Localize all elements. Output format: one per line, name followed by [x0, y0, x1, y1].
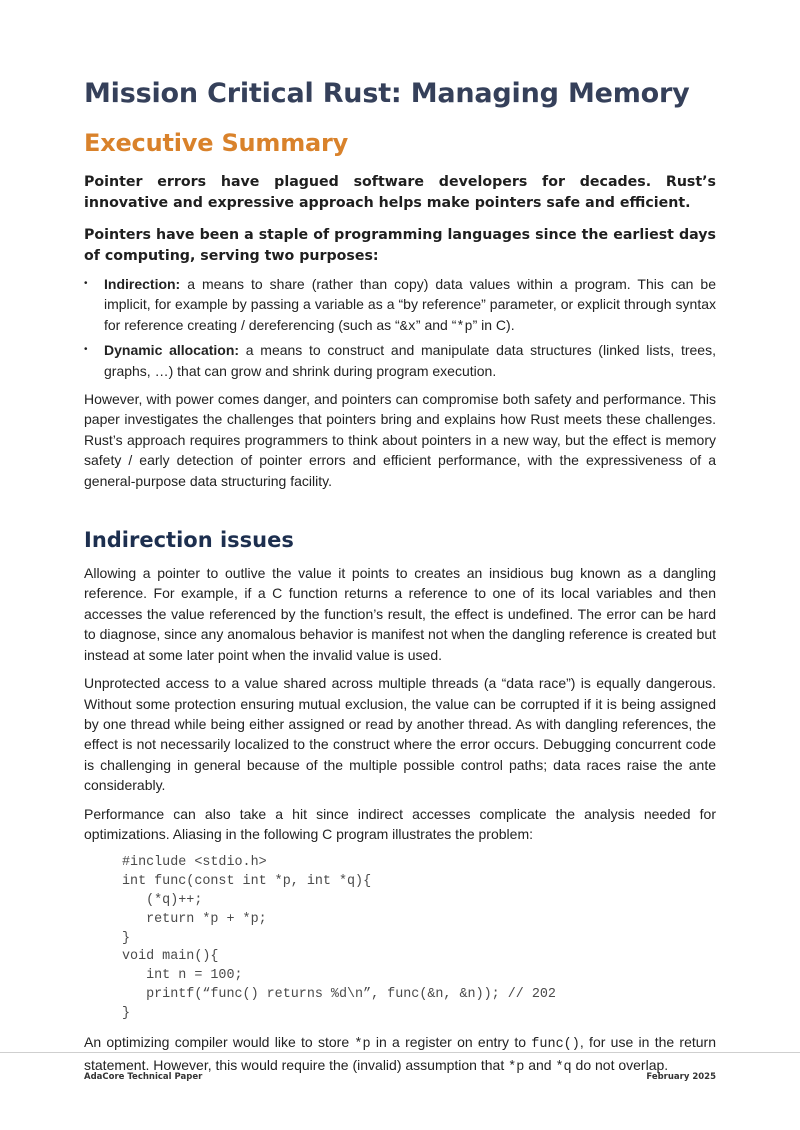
inline-code: &x — [399, 319, 416, 335]
lead-paragraph-2: Pointers have been a staple of programming languages since the earliest days of computing, serving two purposes: — [84, 227, 716, 264]
footer-publisher: AdaCore Technical Paper — [84, 1072, 203, 1082]
summary-paragraph: However, with power comes danger, and pointers can compromise both safety and performance. This paper investigates the challenges that pointers bring and explains how Rust meets these challenges. Rust’s approach requires programmers to think about pointers in a new way, but the effect is memory safety / early detection of pointer errors and efficient performance, with the expressiveness of a general-purpose data structuring facility. — [84, 391, 716, 489]
para-text: and — [524, 1056, 556, 1073]
indirection-paragraph-2: Unprotected access to a value shared across multiple threads (a “data race”) is equally dangerous. Without some protection ensuring mutual exclusion, the value can be corrupted if it is being assigned by one thread while being either assigned or read by another thread. As with dangling references, the effect is not necessarily localized to the construct where the error occurs. Debugging concurrent code is challenging in general because of the multiple possible control paths; data races raise the ante considerably. — [84, 675, 716, 794]
bullet-text: a means to construct and manipulate data structures (linked lists, trees, graphs, …) that can grow and shrink during program execution. — [104, 342, 716, 379]
inline-code: *p — [354, 1036, 371, 1052]
indirection-issues-heading: Indirection issues — [84, 528, 294, 553]
purpose-list — [84, 274, 716, 381]
c-code-sample: #include <stdio.h> int func(const int *p, int *q){ (*q)++; return *p + *p; } void main(){ int n = 100; printf(“func() returns %d\n”, func(&n, &n)); // 202 } — [122, 855, 556, 1021]
para-text: , for use in the return statement. However, this would require the (invalid) assumption that — [84, 1033, 717, 1073]
inline-code: *p — [456, 319, 473, 335]
lead-paragraph-1: Pointer errors have plagued software developers for decades. Rust’s innovative and expressive approach helps make pointers safe and efficient. — [84, 174, 716, 211]
list-item-dynamic-allocation — [84, 340, 716, 381]
footer-date: February 2025 — [646, 1072, 716, 1082]
page-content — [84, 74, 716, 1078]
para-text: in a register on entry to — [370, 1033, 532, 1050]
bullet-text: ” and “ — [415, 316, 457, 333]
bullet-text: a means to share (rather than copy) data values within a program. This can be implicit, for example by passing a variable as a “by reference” parameter, or explicit through syntax for reference creating / dereferencing (such as “ — [104, 276, 716, 333]
term-dynamic-allocation: Dynamic allocation: — [104, 342, 240, 359]
footer-divider — [0, 1052, 800, 1053]
para-text: do not overlap. — [571, 1056, 669, 1073]
bullet-icon: • — [84, 344, 88, 356]
executive-summary-heading: Executive Summary — [84, 129, 349, 157]
inline-code: func() — [531, 1036, 580, 1052]
inline-code: *p — [508, 1059, 525, 1075]
list-item-indirection — [84, 274, 716, 338]
inline-code: *q — [555, 1059, 572, 1075]
document-title: Mission Critical Rust: Managing Memory — [84, 78, 690, 109]
bullet-icon: • — [84, 278, 88, 289]
indirection-paragraph-1: Allowing a pointer to outlive the value it points to creates an insidious bug known as a dangling reference. For example, if a C function returns a reference to one of its local variables and then accesses the value referenced by the function’s result, the effect is undefined. The error can be hard to diagnose, since any anomalous behavior is manifest not when the dangling reference is created but instead at some later point when the invalid value is used. — [84, 565, 716, 663]
para-text: An optimizing compiler would like to store — [84, 1033, 355, 1050]
bullet-text: ” in C). — [472, 316, 515, 333]
term-indirection: Indirection: — [104, 276, 181, 292]
indirection-paragraph-3: Performance can also take a hit since indirect accesses complicate the analysis needed for optimizations. Aliasing in the following C program illustrates the problem: — [84, 805, 716, 842]
